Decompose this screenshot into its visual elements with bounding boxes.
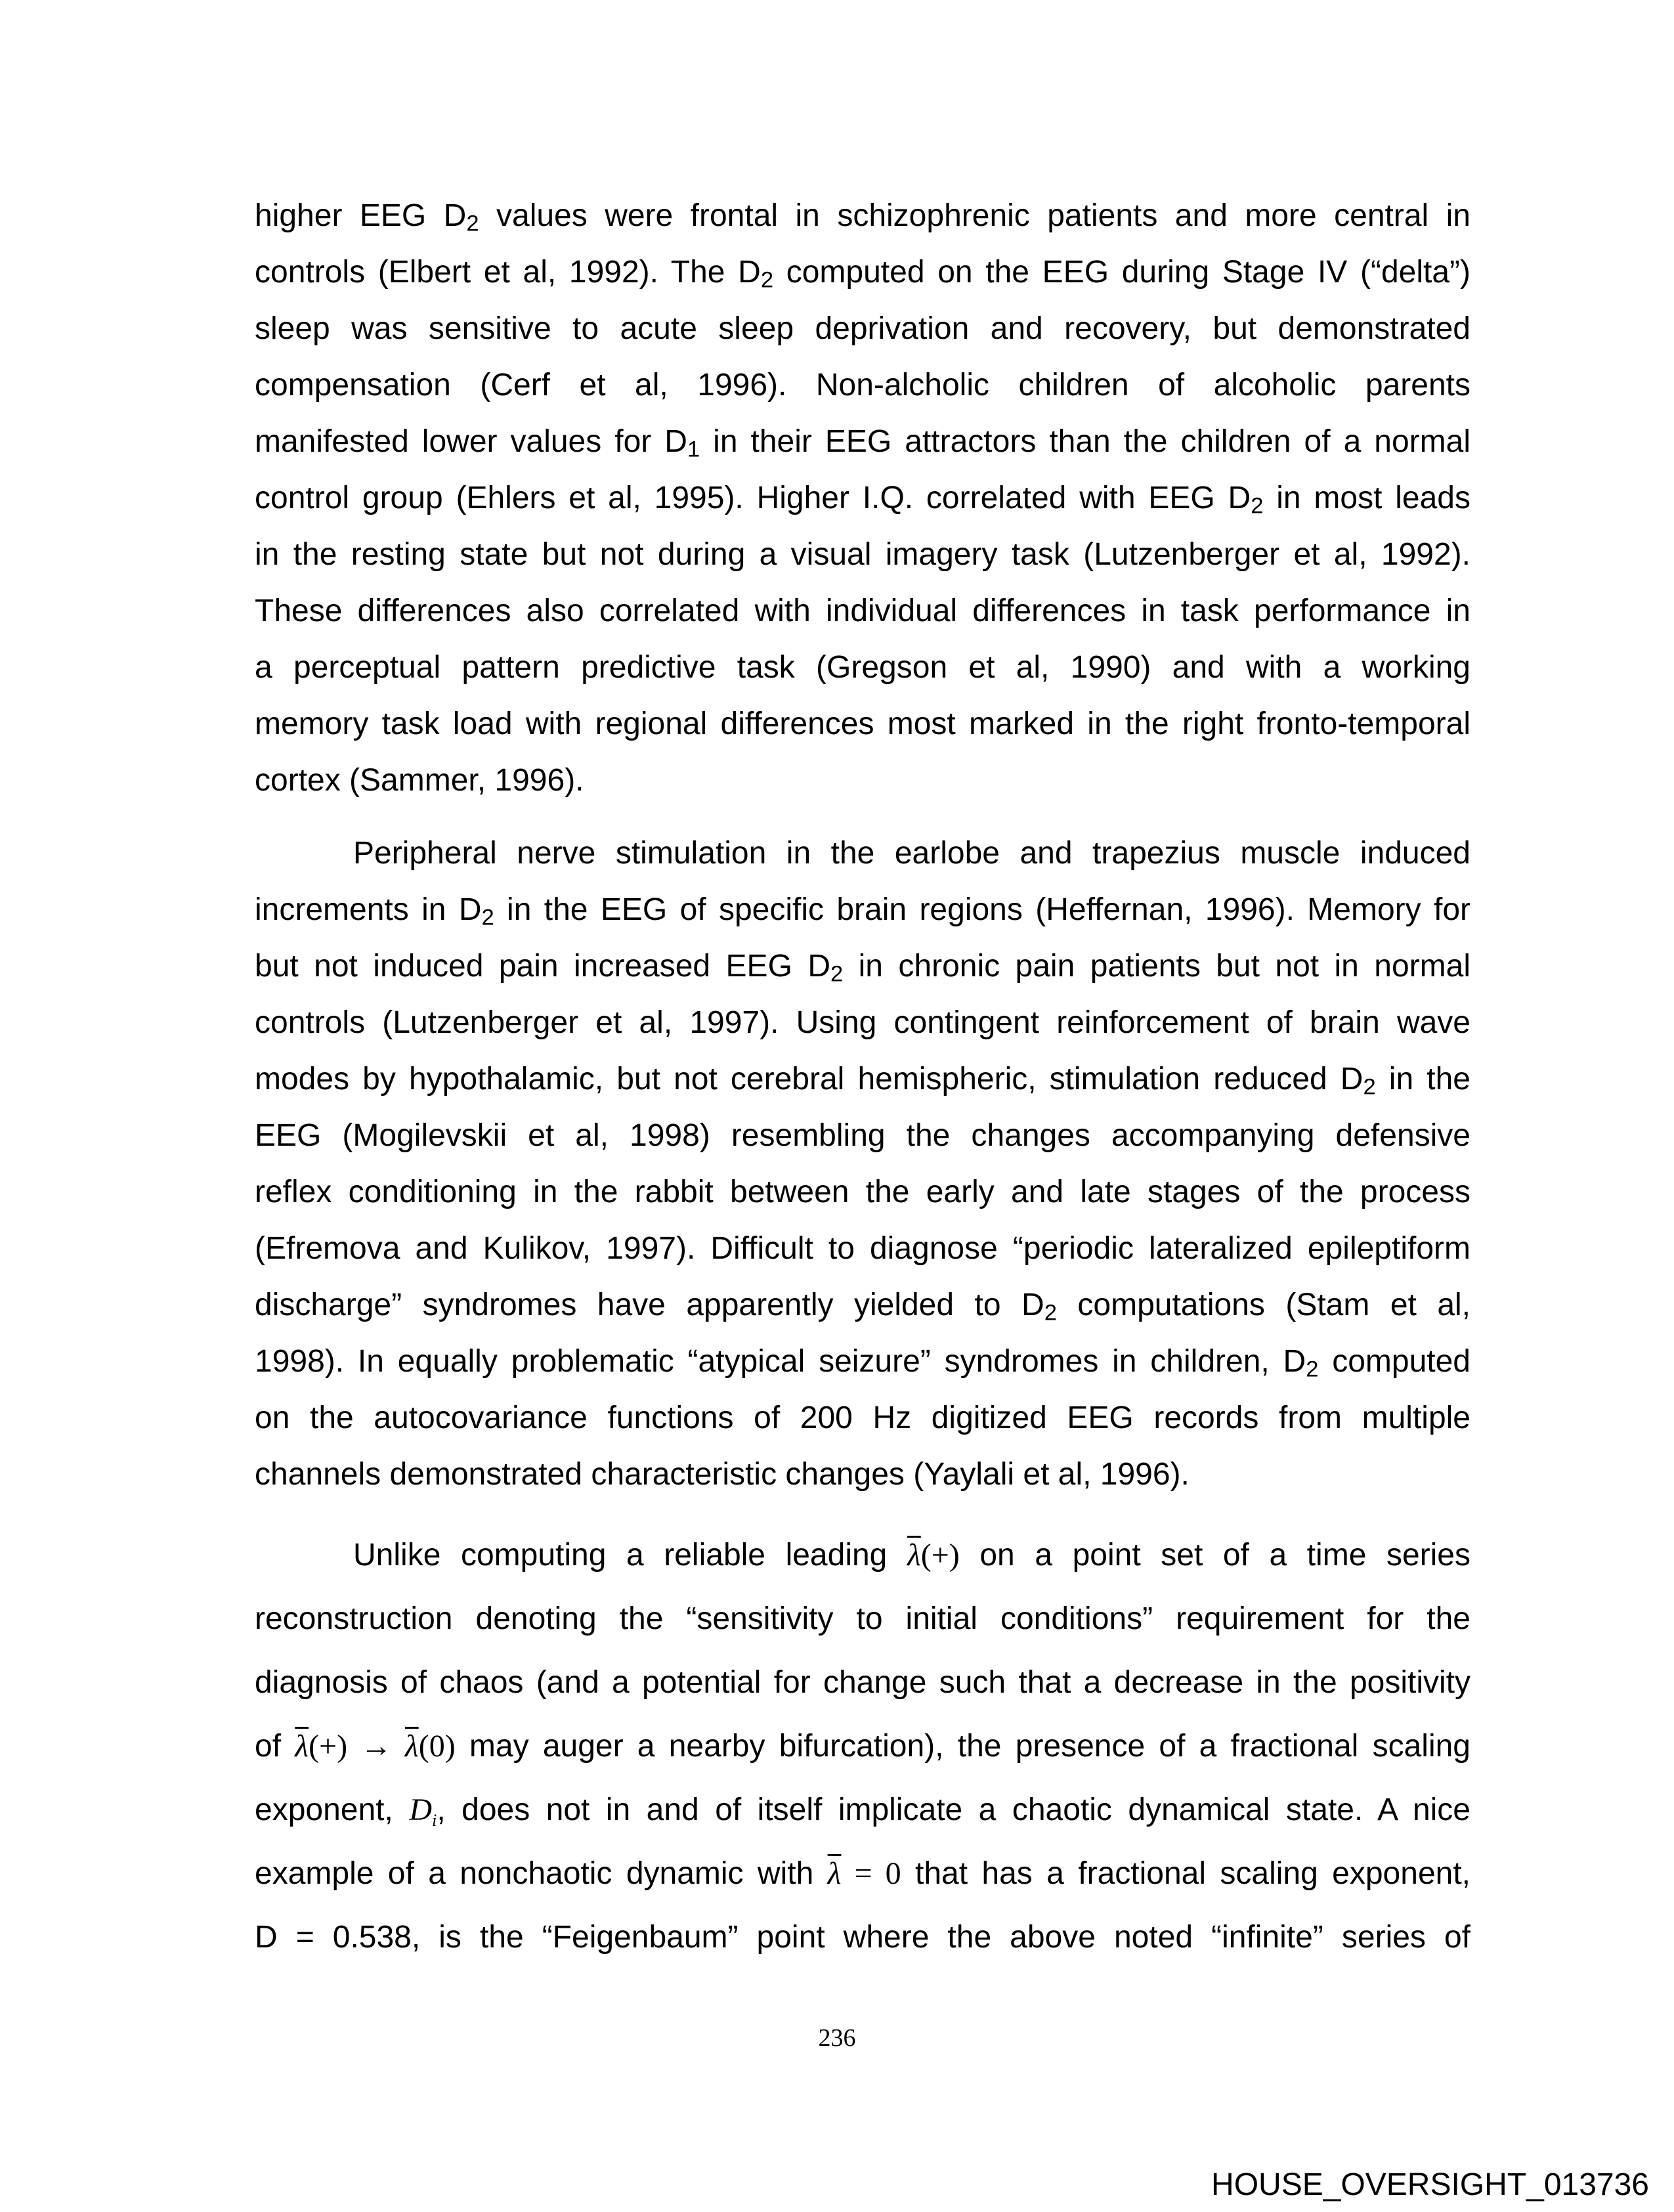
text-line: reconstruction denoting the “sensitivity to initial conditions” requirement for the <box>255 1601 1470 1636</box>
text-line: of $\overline{\lambda}(+) \to \overline{\lambda}(0)$ may auger a nearby bifurcation), the presence of a fractional scaling <box>255 1729 1470 1764</box>
text-line: a perceptual pattern predictive task (Gregson et al, 1990) and with a working <box>255 650 1470 685</box>
paragraph-2 <box>255 835 1470 1512</box>
text-line: control group (Ehlers et al, 1995). Higher I.Q. correlated with EEG $D_2$ in most leads <box>255 481 1470 519</box>
text-line: discharge” syndromes have apparently yielded to $D_2$ computations (Stam et al, <box>255 1288 1471 1326</box>
lambda-transition-math: $\overline{\lambda}(+) \to \overline{\lambda}(0)$ <box>295 1729 456 1764</box>
text-line: higher EEG $D_2$ values were frontal in schizophrenic patients and more central in <box>255 198 1470 236</box>
lambda-equals-zero-math: $\overline{\lambda} = 0$ <box>827 1856 901 1891</box>
arrow-icon: → <box>347 1729 405 1764</box>
text-line: manifested lower values for $D_1$ in their EEG attractors than the children of a normal <box>255 424 1470 462</box>
text-line: modes by hypothalamic, but not cerebral hemispheric, stimulation reduced $D_2$ in the <box>255 1062 1470 1100</box>
text-line: channels demonstrated characteristic changes (Yaylali et al, 1996). <box>255 1457 1190 1492</box>
text-line: controls (Lutzenberger et al, 1997). Using contingent reinforcement of brain wave <box>255 1005 1470 1040</box>
text-line: 1998). In equally problematic “atypical seizure” syndromes in children, $D_2$ computed <box>255 1344 1470 1382</box>
paragraph-1 <box>255 197 1470 818</box>
text-line: increments in $D_2$ in the EEG of specific brain regions (Heffernan, 1996). Memory for <box>255 892 1470 930</box>
text-line: compensation (Cerf et al, 1996). Non-alcholic children of alcoholic parents <box>255 368 1470 402</box>
text-line: sleep was sensitive to acute sleep deprivation and recovery, but demonstrated <box>255 311 1470 346</box>
text-line: on the autocovariance functions of 200 Hz digitized EEG records from multiple <box>255 1400 1470 1435</box>
text-line: cortex (Sammer, 1996). <box>255 763 584 798</box>
lambda-bar-plus-math: $\overline{\lambda}(+)$ <box>907 1538 960 1572</box>
text-line: Unlike computing a reliable leading $\overline{\lambda}(+)$ on a point set of a time series <box>353 1538 1470 1572</box>
text-line: controls (Elbert et al, 1992). The $D_2$ computed on the EEG during Stage IV (“delta”) <box>255 255 1470 293</box>
text-line: Peripheral nerve stimulation in the earlobe and trapezius muscle induced <box>353 836 1470 871</box>
text-line: in the resting state but not during a visual imagery task (Lutzenberger et al, 1992). <box>255 537 1470 572</box>
text-line: reflex conditioning in the rabbit between the early and late stages of the process <box>255 1175 1470 1209</box>
text-line: EEG (Mogilevskii et al, 1998) resembling the changes accompanying defensive <box>255 1118 1470 1153</box>
text-line: D = 0.538, is the “Feigenbaum” point where the above noted “infinite” series of <box>255 1920 1470 1955</box>
text-line: (Efremova and Kulikov, 1997). Difficult to diagnose “periodic lateralized epileptiform <box>255 1231 1470 1266</box>
paragraph-3 <box>255 1532 1470 1978</box>
d-sub-i-math: Di <box>409 1792 437 1831</box>
text-line: but not induced pain increased EEG $D_2$ in chronic pain patients but not in normal <box>255 949 1470 987</box>
page-number: 236 <box>818 2024 856 2052</box>
text-line: memory task load with regional differences most marked in the right fronto-temporal <box>255 706 1470 741</box>
body-text <box>255 197 1470 1994</box>
bates-stamp: HOUSE_OVERSIGHT_013736 <box>1211 2167 1649 2202</box>
text-line: exponent, Di, does not in and of itself implicate a chaotic dynamical state. A nice <box>255 1792 1470 1831</box>
text-line: diagnosis of chaos (and a potential for change such that a decrease in the positivity <box>255 1665 1470 1700</box>
text-line: example of a nonchaotic dynamic with $\overline{\lambda} = 0$ that has a fractional scaling exponent, <box>255 1856 1471 1891</box>
text-line: These differences also correlated with individual differences in task performance in <box>255 594 1470 628</box>
